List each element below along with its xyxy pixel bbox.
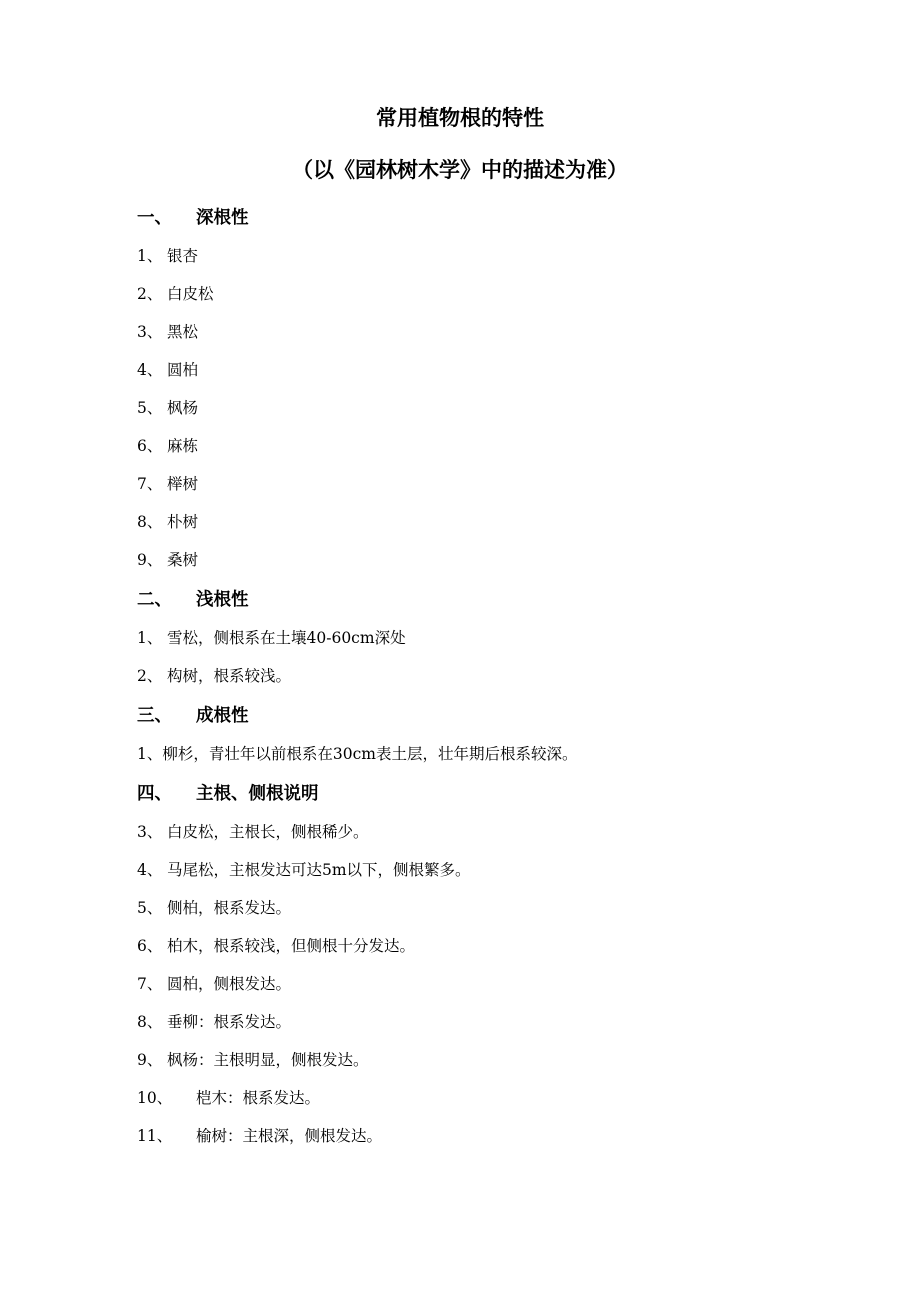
item-text: 雪松，侧根系在土壤40-60cm深处 bbox=[167, 629, 406, 647]
section-title: 浅根性 bbox=[196, 590, 249, 610]
list-item bbox=[137, 851, 857, 889]
item-text: 榉树 bbox=[167, 475, 199, 493]
section-number: 二、 bbox=[137, 590, 172, 610]
list-item bbox=[137, 465, 857, 503]
item-text: 麻栋 bbox=[167, 437, 199, 455]
list-item bbox=[137, 1079, 857, 1117]
item-number: 6、 bbox=[137, 437, 163, 455]
item-number: 3、 bbox=[137, 823, 163, 841]
item-number: 3、 bbox=[137, 323, 163, 341]
section-title: 深根性 bbox=[196, 208, 249, 228]
list-item bbox=[137, 735, 857, 773]
item-number: 9、 bbox=[137, 1051, 163, 1069]
section-heading-deep-root bbox=[137, 199, 857, 237]
item-text: 马尾松，主根发达可达5m以下，侧根繁多。 bbox=[167, 861, 471, 879]
item-text: 桤木：根系发达。 bbox=[196, 1089, 321, 1107]
item-number: 1、 bbox=[137, 629, 163, 647]
item-text: 枫杨：主根明显，侧根发达。 bbox=[167, 1051, 369, 1069]
list-item bbox=[137, 389, 857, 427]
list-item bbox=[137, 313, 857, 351]
item-text: 枫杨 bbox=[167, 399, 199, 417]
list-item bbox=[137, 965, 857, 1003]
list-item bbox=[137, 503, 857, 541]
item-text: 白皮松，主根长，侧根稀少。 bbox=[167, 823, 369, 841]
item-number: 8、 bbox=[137, 513, 163, 531]
item-text: 柳杉，青壮年以前根系在30cm表土层，壮年期后根系较深。 bbox=[162, 745, 578, 763]
item-number: 1、 bbox=[137, 247, 163, 265]
section-title: 成根性 bbox=[196, 706, 249, 726]
item-number: 2、 bbox=[137, 667, 163, 685]
item-text: 侧柏，根系发达。 bbox=[167, 899, 292, 917]
item-number: 5、 bbox=[137, 399, 163, 417]
item-number: 11、 bbox=[137, 1127, 173, 1145]
item-text: 柏木，根系较浅，但侧根十分发达。 bbox=[167, 937, 416, 955]
item-text: 圆柏，侧根发达。 bbox=[167, 975, 292, 993]
list-item bbox=[137, 619, 857, 657]
list-item bbox=[137, 427, 857, 465]
list-item bbox=[137, 1041, 857, 1079]
item-number: 5、 bbox=[137, 899, 163, 917]
list-item bbox=[137, 889, 857, 927]
document-body bbox=[137, 199, 857, 1155]
list-item bbox=[137, 657, 857, 695]
item-text: 构树，根系较浅。 bbox=[167, 667, 292, 685]
section-title: 主根、侧根说明 bbox=[196, 784, 319, 804]
section-heading-main-lateral-root bbox=[137, 775, 857, 813]
item-text: 银杏 bbox=[167, 247, 199, 265]
item-number: 10、 bbox=[137, 1089, 173, 1107]
item-number: 8、 bbox=[137, 1013, 163, 1031]
list-item bbox=[137, 1003, 857, 1041]
list-item bbox=[137, 275, 857, 313]
item-number: 1、 bbox=[137, 745, 163, 763]
section-number: 一、 bbox=[137, 208, 172, 228]
section-number: 四、 bbox=[137, 784, 172, 804]
item-text: 圆柏 bbox=[167, 361, 199, 379]
item-number: 7、 bbox=[137, 475, 163, 493]
list-item bbox=[137, 237, 857, 275]
document-title: 常用植物根的特性 bbox=[376, 105, 544, 130]
item-text: 白皮松 bbox=[167, 285, 214, 303]
section-heading-root-forming bbox=[137, 697, 857, 735]
item-text: 黑松 bbox=[167, 323, 199, 341]
item-text: 朴树 bbox=[167, 513, 199, 531]
item-text: 榆树：主根深，侧根发达。 bbox=[196, 1127, 383, 1145]
document-subtitle: （以《园林树木学》中的描述为准） bbox=[292, 157, 628, 182]
list-item bbox=[137, 813, 857, 851]
section-number: 三、 bbox=[137, 706, 172, 726]
item-text: 垂柳：根系发达。 bbox=[167, 1013, 292, 1031]
list-item bbox=[137, 541, 857, 579]
list-item bbox=[137, 1117, 857, 1155]
section-heading-shallow-root bbox=[137, 581, 857, 619]
item-number: 4、 bbox=[137, 861, 163, 879]
item-number: 6、 bbox=[137, 937, 163, 955]
item-number: 7、 bbox=[137, 975, 163, 993]
item-text: 桑树 bbox=[167, 551, 199, 569]
list-item bbox=[137, 927, 857, 965]
item-number: 2、 bbox=[137, 285, 163, 303]
item-number: 9、 bbox=[137, 551, 163, 569]
list-item bbox=[137, 351, 857, 389]
item-number: 4、 bbox=[137, 361, 163, 379]
